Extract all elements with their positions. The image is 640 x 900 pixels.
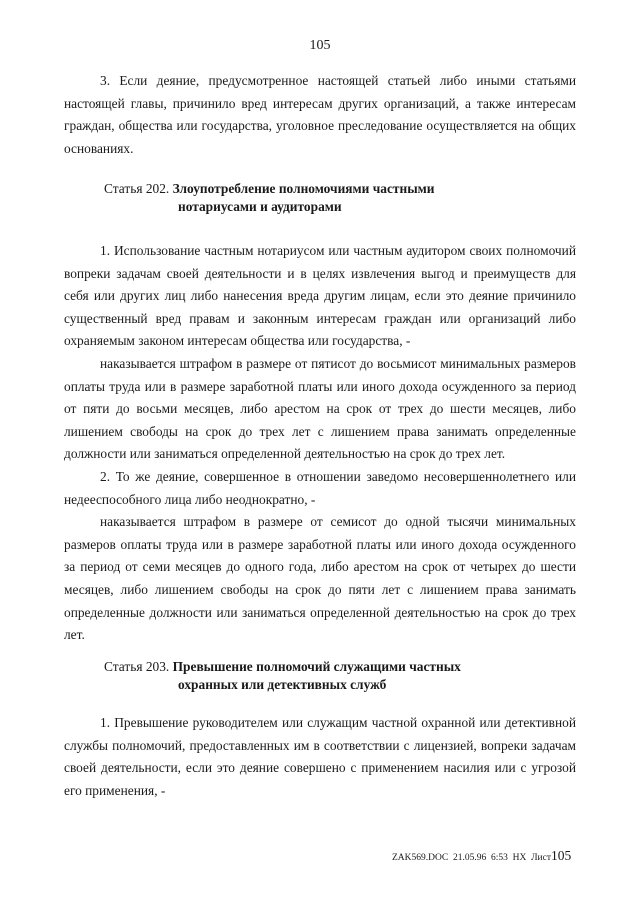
page-footer xyxy=(392,848,571,864)
paragraph-text: 3. Если деяние, предусмотренное настоящей статьей либо иными статьями настоящей главы, причинило вред интересам других организаций, а также интересам граждан, общества или государства, уголовное преследование осуществляется на общих основаниях. xyxy=(64,73,576,156)
footer-filename: ZAK569.DOC xyxy=(392,853,449,863)
article-203-title-line-2: охранных или детективных служб xyxy=(178,677,387,692)
article-202-heading xyxy=(64,180,576,216)
article-203-number: Статья 203. xyxy=(104,659,170,674)
article-203-heading xyxy=(64,658,576,694)
article-202-body xyxy=(64,240,576,647)
article-203-title-line-1: Превышение полномочий служащими частных xyxy=(172,659,461,674)
article-202-part-2: 2. То же деяние, совершенное в отношении заведомо несовершеннолетнего или недееспособного лица либо неоднократно, - xyxy=(64,468,576,507)
footer-date: 21.05.96 xyxy=(452,853,487,863)
article-202-part-1: 1. Использование частным нотариусом или частным аудитором своих полномочий вопреки задачам своей деятельности и в целях извлечения выгод и преимуществ для себя или других лиц либо нанесения вреда другим лицам, если это деяние причинило существенный вред правам и законным интересам граждан или организаций либо охраняемым законом интересам общества или государства, - xyxy=(64,243,576,349)
footer-time: 6:53 xyxy=(490,853,508,863)
paragraph-3 xyxy=(64,70,576,160)
page-number: 105 xyxy=(309,38,331,53)
footer-sheet-label: Лист xyxy=(531,853,551,863)
article-202-title-line-2: нотариусами и аудиторами xyxy=(178,199,342,214)
footer-sheet-number: 105 xyxy=(551,848,572,863)
article-203-part-1: 1. Превышение руководителем или служащим частной охранной или детективной службы полномочий, предоставленных им в соответствии с лицензией, вопреки задачам своей деятельности, если это деяние совершено с применением насилия или с угрозой его применения, - xyxy=(64,715,576,798)
footer-code: НХ xyxy=(512,853,527,863)
article-203-body xyxy=(64,712,576,802)
article-202-title-line-1: Злоупотребление полномочиями частными xyxy=(172,181,435,196)
article-202-penalty-2: наказывается штрафом в размере от семисот до одной тысячи минимальных размеров оплаты труда или в размере заработной платы или иного дохода осужденного за период от семи месяцев до одного года, либо арестом на срок от четырех до шести месяцев, либо лишением свободы на срок до пяти лет с лишением права занимать определенные должности или заниматься определенной деятельностью на срок до трех лет. xyxy=(64,514,576,643)
article-202-penalty-1: наказывается штрафом в размере от пятисот до восьмисот минимальных размеров оплаты труда или в размере заработной платы или иного дохода осужденного за период от пяти до восьми месяцев, либо арестом на срок от трех до шести месяцев, либо лишением свободы на срок до трех лет с лишением права занимать определенные должности или заниматься определенной деятельностью на срок до трех лет. xyxy=(64,355,576,462)
article-202-number: Статья 202. xyxy=(104,181,170,196)
